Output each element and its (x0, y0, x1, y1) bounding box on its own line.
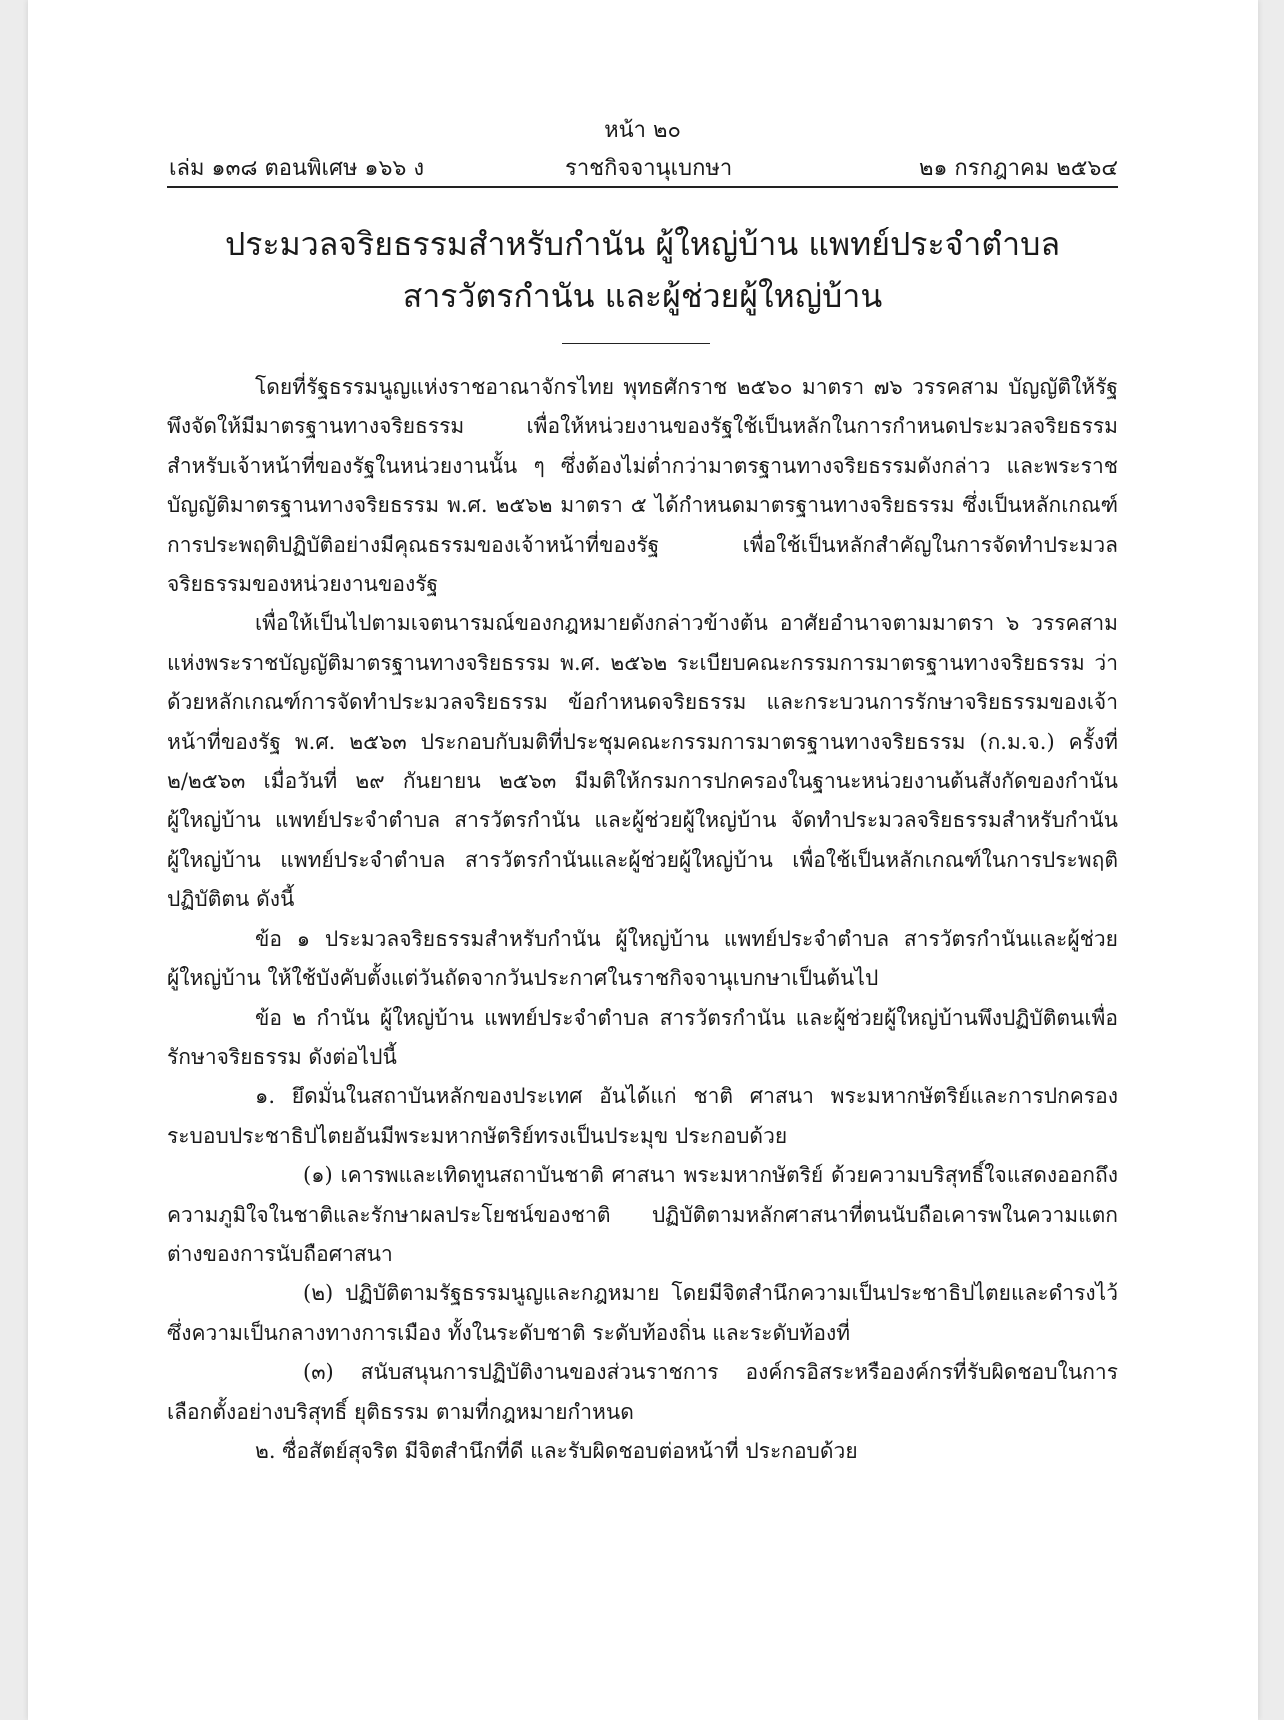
gazette-date: ๒๑ กรกฎาคม ๒๕๖๔ (918, 156, 1118, 181)
paragraph-article-1: ข้อ ๑ ประมวลจริยธรรมสำหรับกำนัน ผู้ใหญ่บ้าน แพทย์ประจำตำบล สารวัตรกำนันและผู้ช่วยผู้ใหญ่บ้าน ให้ใช้บังคับตั้งแต่วันถัดจากวันประกาศในราชกิจจานุเบกษาเป็นต้นไป (167, 926, 1118, 991)
title-line-2: สารวัตรกำนัน และผู้ช่วยผู้ใหญ่บ้าน (402, 277, 883, 315)
document-body (167, 368, 1118, 1471)
paragraph-preamble: โดยที่รัฐธรรมนูญแห่งราชอาณาจักรไทย พุทธศักราช ๒๕๖๐ มาตรา ๗๖ วรรคสาม บัญญัติให้รัฐพึงจัดให้มีมาตรฐานทางจริยธรรม เพื่อให้หน่วยงานของรัฐใช้เป็นหลักในการกำหนดประมวลจริยธรรมสำหรับเจ้าหน้าที่ของรัฐในหน่วยงานนั้น ๆ ซึ่งต้องไม่ต่ำกว่ามาตรฐานทางจริยธรรมดังกล่าว และพระราชบัญญัติมาตรฐานทางจริยธรรม พ.ศ. ๒๕๖๒ มาตรา ๕ ได้กำหนดมาตรฐานทางจริยธรรม ซึ่งเป็นหลักเกณฑ์การประพฤติปฏิบัติอย่างมีคุณธรรมของเจ้าหน้าที่ของรัฐ เพื่อใช้เป็นหลักสำคัญในการจัดทำประมวลจริยธรรมของหน่วยงานของรัฐ (167, 375, 1118, 597)
paragraph-item-2: ๒. ซื่อสัตย์สุจริต มีจิตสำนึกที่ดี และรับผิดชอบต่อหน้าที่ ประกอบด้วย (255, 1438, 858, 1463)
gazette-header (167, 150, 1118, 182)
paragraph-article-2: ข้อ ๒ กำนัน ผู้ใหญ่บ้าน แพทย์ประจำตำบล สารวัตรกำนัน และผู้ช่วยผู้ใหญ่บ้านพึงปฏิบัติตนเพื่อรักษาจริยธรรม ดังต่อไปนี้ (167, 1005, 1118, 1069)
paragraph-subitem-1: (๑) เคารพและเทิดทูนสถาบันชาติ ศาสนา พระมหากษัตริย์ ด้วยความบริสุทธิ์ใจแสดงออกถึงความภูมิใจในชาติและรักษาผลประโยชน์ของชาติ ปฏิบัติตามหลักศาสนาที่ตนนับถือเคารพในความแตกต่างของการนับถือศาสนา (167, 1163, 1118, 1266)
title-line-1: ประมวลจริยธรรมสำหรับกำนัน ผู้ใหญ่บ้าน แพทย์ประจำตำบล (224, 225, 1061, 263)
paragraph-item-1: ๑. ยึดมั่นในสถาบันหลักของประเทศ อันได้แก่ ชาติ ศาสนา พระมหากษัตริย์และการปกครองระบอบประชาธิปไตยอันมีพระมหากษัตริย์ทรงเป็นประมุข ประกอบด้วย (167, 1084, 1118, 1148)
paragraph-authority: เพื่อให้เป็นไปตามเจตนารมณ์ของกฎหมายดังกล่าวข้างต้น อาศัยอำนาจตามมาตรา ๖ วรรคสาม แห่งพระราชบัญญัติมาตรฐานทางจริยธรรม พ.ศ. ๒๕๖๒ ระเบียบคณะกรรมการมาตรฐานทางจริยธรรม ว่าด้วยหลักเกณฑ์การจัดทำประมวลจริยธรรม ข้อกำหนดจริยธรรม และกระบวนการรักษาจริยธรรมของเจ้าหน้าที่ของรัฐ พ.ศ. ๒๕๖๓ ประกอบกับมติที่ประชุมคณะกรรมการมาตรฐานทางจริยธรรม (ก.ม.จ.) ครั้งที่ ๒/๒๕๖๓ เมื่อวันที่ ๒๙ กันยายน ๒๕๖๓ มีมติให้กรมการปกครองในฐานะหน่วยงานต้นสังกัดของกำนัน ผู้ใหญ่บ้าน แพทย์ประจำตำบล สารวัตรกำนัน และผู้ช่วยผู้ใหญ่บ้าน จัดทำประมวลจริยธรรมสำหรับกำนัน ผู้ใหญ่บ้าน แพทย์ประจำตำบล สารวัตรกำนันและผู้ช่วยผู้ใหญ่บ้าน เพื่อใช้เป็นหลักเกณฑ์ในการประพฤติปฏิบัติตน ดังนี้ (167, 611, 1118, 912)
title-underline (562, 343, 710, 344)
header-divider (167, 186, 1118, 188)
page-number: หน้า ๒๐ (604, 118, 681, 143)
gazette-name: ราชกิจจานุเบกษา (565, 156, 733, 181)
document-title (167, 218, 1118, 322)
gazette-volume: เล่ม ๑๓๘ ตอนพิเศษ ๑๖๖ ง (169, 156, 425, 181)
document-page (28, 0, 1258, 1720)
paragraph-subitem-2: (๒) ปฏิบัติตามรัฐธรรมนูญและกฎหมาย โดยมีจิตสำนึกความเป็นประชาธิปไตยและดำรงไว้ซึ่งความเป็นกลางทางการเมือง ทั้งในระดับชาติ ระดับท้องถิ่น และระดับท้องที่ (167, 1281, 1118, 1345)
paragraph-subitem-3: (๓) สนับสนุนการปฏิบัติงานของส่วนราชการ องค์กรอิสระหรือองค์กรที่รับผิดชอบในการเลือกตั้งอย่างบริสุทธิ์ ยุติธรรม ตามที่กฎหมายกำหนด (167, 1360, 1118, 1424)
